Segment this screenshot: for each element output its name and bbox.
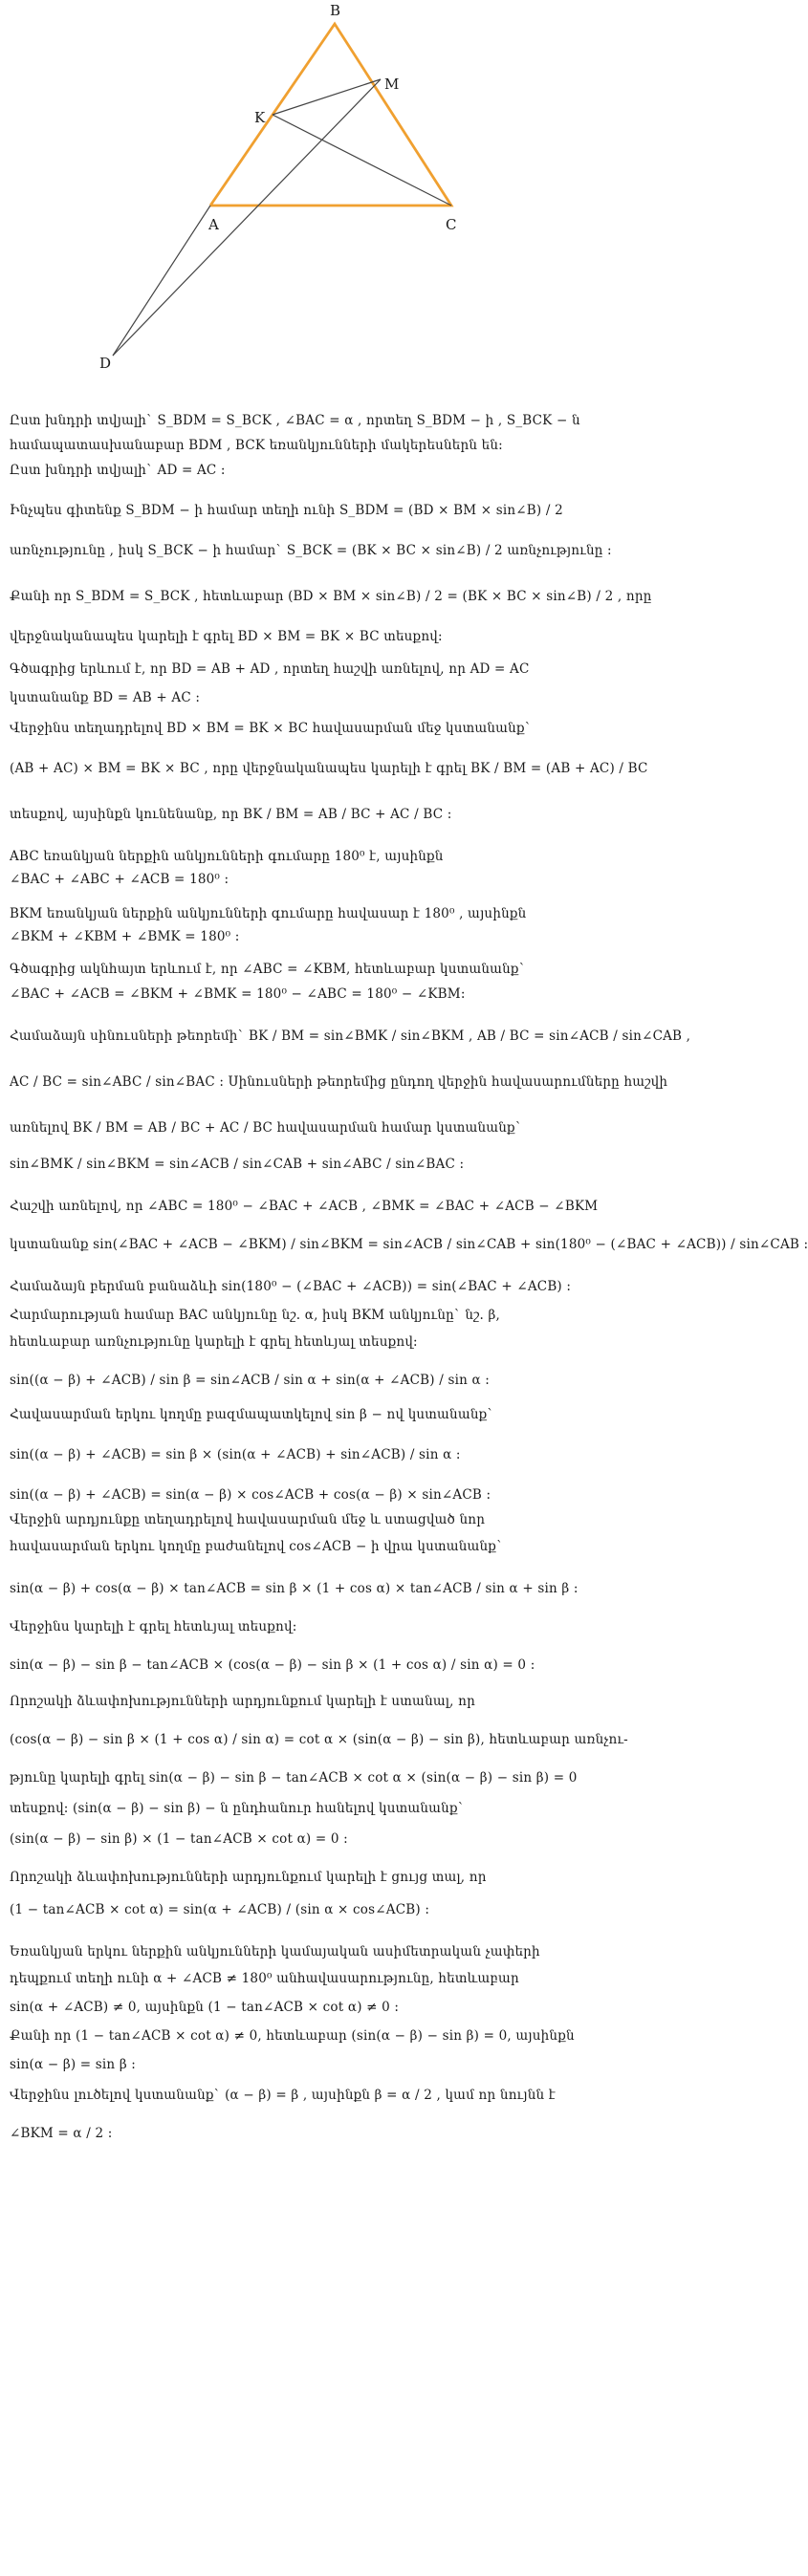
solution-line: Հաշվի առնելով, որ ∠ABC = 180⁰ − ∠BAC + ∠ACB , ∠BMK = ∠BAC + ∠ACB − ∠BKM	[10, 1199, 599, 1214]
solution-line: Քանի որ S_BDM = S_BCK , հետևաբար (BD × BM × sin∠B) / 2 = (BK × BC × sin∠B) / 2 , որը	[10, 589, 652, 604]
solution-line: Ըստ խնդրի տվյալի` AD = AC :	[10, 463, 226, 478]
solution-line: ∠BKM + ∠KBM + ∠BMK = 180⁰ :	[10, 929, 240, 944]
solution-line: հավասարման երկու կողմը բաժանելով cos∠ACB − ի վրա կստանանք`	[10, 1539, 504, 1554]
solution-line: sin((α − β) + ∠ACB) / sin β = sin∠ACB / sin α + sin(α + ∠ACB) / sin α :	[10, 1373, 491, 1388]
solution-line: ∠BAC + ∠ABC + ∠ACB = 180⁰ :	[10, 872, 229, 887]
solution-line: (AB + AC) × BM = BK × BC , որը վերջնականապես կարելի է գրել BK / BM = (AB + AC) / BC	[10, 761, 648, 776]
solution-line: sin∠BMK / sin∠BKM = sin∠ACB / sin∠CAB + sin∠ABC / sin∠BAC :	[10, 1157, 465, 1172]
solution-line: Վերջինս կարելի է գրել հետևյալ տեսքով:	[10, 1619, 297, 1634]
solution-line: (1 − tan∠ACB × cot α) = sin(α + ∠ACB) / (sin α × cos∠ACB) :	[10, 1902, 430, 1917]
solution-line: տեսքով, այսինքն կունենանք, որ BK / BM = AB / BC + AC / BC :	[10, 807, 452, 822]
solution-line: Հավասարման երկու կողմը բազմապատկելով sin β − ով կստանանք`	[10, 1407, 494, 1422]
segment-km	[273, 79, 381, 115]
solution-line: sin(α − β) + cos(α − β) × tan∠ACB = sin β × (1 + cos α) × tan∠ACB / sin α + sin β :	[10, 1581, 579, 1596]
segment-dm	[113, 79, 381, 356]
solution-line: ABC եռանկյան ներքին անկյունների գումարը 180⁰ է, այսինքն	[10, 849, 444, 864]
solution-line: թյունը կարելի գրել sin(α − β) − sin β − tan∠ACB × cot α × (sin(α − β) − sin β) = 0	[10, 1770, 578, 1786]
solution-line: sin(α − β) − sin β − tan∠ACB × (cos(α − β) − sin β × (1 + cos α) / sin α) = 0 :	[10, 1657, 535, 1673]
solution-line: Ինչպես գիտենք S_BDM − ի համար տեղի ունի S_BDM = (BD × BM × sin∠B) / 2	[10, 503, 563, 518]
solution-line: Վերջինս տեղադրելով BD × BM = BK × BC հավասարման մեջ կստանանք`	[10, 721, 532, 736]
point-label-b: B	[330, 2, 341, 19]
solution-line: Հարմարության համար BAC անկյունը նշ. α, իսկ BKM անկյունը` նշ. β,	[10, 1308, 501, 1323]
solution-line: (cos(α − β) − sin β × (1 + cos α) / sin α) = cot α × (sin(α − β) − sin β), հետևաբար առնչու-	[10, 1732, 628, 1747]
segment-da	[113, 206, 210, 356]
solution-line: sin((α − β) + ∠ACB) = sin(α − β) × cos∠ACB + cos(α − β) × sin∠ACB :	[10, 1487, 491, 1503]
solution-line: Գծագրից ակնհայտ երևում է, որ ∠ABC = ∠KBM, հետևաբար կստանանք`	[10, 962, 526, 977]
solution-line: (sin(α − β) − sin β) × (1 − tan∠ACB × cot α) = 0 :	[10, 1831, 348, 1847]
solution-line: Որոշակի ձևափոխությունների արդյունքում կարելի է ցույց տալ, որ	[10, 1870, 487, 1885]
point-label-m: M	[384, 76, 400, 93]
segment-kc	[273, 115, 451, 206]
solution-line: Համաձայն սինուսների թեորեմի` BK / BM = sin∠BMK / sin∠BKM , AB / BC = sin∠ACB / sin∠CAB ,	[10, 1028, 691, 1044]
solution-line: հետևաբար առնչությունը կարելի է գրել հետևյալ տեսքով:	[10, 1334, 418, 1350]
solution-line: Վերջին արդյունքը տեղադրելով հավասարման մեջ և ստացված նոր	[10, 1512, 486, 1527]
solution-line: Վերջինս լուծելով կստանանք` (α − β) = β , այսինքն β = α / 2 , կամ որ նույնն է	[10, 2088, 556, 2103]
point-label-k: K	[254, 109, 266, 126]
point-label-d: D	[99, 355, 112, 372]
solution-line: առնելով BK / BM = AB / BC + AC / BC հավասարման համար կստանանք`	[10, 1120, 522, 1136]
solution-line: համապատասխանաբար BDM , BCK եռանկյունների մակերեսներն են:	[10, 438, 503, 453]
solution-line: AC / BC = sin∠ABC / sin∠BAC : Սինուսների թեորեմից ընդող վերջին հավասարումները հաշվի	[10, 1074, 668, 1090]
solution-line: կստանանք BD = AB + AC :	[10, 690, 201, 705]
solution-line: sin(α − β) = sin β :	[10, 2057, 137, 2072]
solution-line: տեսքով: (sin(α − β) − sin β) − ն ընդհանուր հանելով կստանանք`	[10, 1801, 465, 1816]
solution-line: Ըստ խնդրի տվյալի` S_BDM = S_BCK , ∠BAC = α , որտեղ S_BDM − ի , S_BCK − ն	[10, 413, 580, 428]
solution-line: Եռանկյան երկու ներքին անկյունների կամայական ասիմետրական չափերի	[10, 1944, 540, 1959]
point-label-c: C	[446, 216, 457, 233]
solution-line: Համաձայն բերման բանաձևի sin(180⁰ − (∠BAC + ∠ACB)) = sin(∠BAC + ∠ACB) :	[10, 1279, 572, 1294]
solution-line: վերջնականապես կարելի է գրել BD × BM = BK × BC տեսքով:	[10, 629, 443, 644]
solution-line: Որոշակի ձևափոխությունների արդյունքում կարելի է ստանալ, որ	[10, 1694, 476, 1709]
solution-line: Քանի որ (1 − tan∠ACB × cot α) ≠ 0, հետևաբար (sin(α − β) − sin β) = 0, այսինքն	[10, 2028, 575, 2044]
solution-line: Գծագրից երևում է, որ BD = AB + AD , որտեղ հաշվի առնելով, որ AD = AC	[10, 661, 530, 677]
solution-line: ∠BKM = α / 2 :	[10, 2126, 113, 2141]
geometry-figure	[0, 0, 676, 401]
solution-line: առնչությունը , իսկ S_BCK − ի համար` S_BCK = (BK × BC × sin∠B) / 2 առնչությունը :	[10, 543, 612, 558]
solution-line: կստանանք sin(∠BAC + ∠ACB − ∠BKM) / sin∠BKM = sin∠ACB / sin∠CAB + sin(180⁰ − (∠BAC + ∠ACB)) / sin∠CAB :	[10, 1237, 808, 1252]
solution-line: sin(α + ∠ACB) ≠ 0, այսինքն (1 − tan∠ACB × cot α) ≠ 0 :	[10, 2000, 400, 2015]
triangle-abc	[210, 24, 451, 206]
solution-line: ∠BAC + ∠ACB = ∠BKM + ∠BMK = 180⁰ − ∠ABC = 180⁰ − ∠KBM:	[10, 986, 466, 1002]
solution-line: դեպքում տեղի ունի α + ∠ACB ≠ 180⁰ անհավասարությունը, հետևաբար	[10, 1971, 519, 1986]
solution-line: sin((α − β) + ∠ACB) = sin β × (sin(α + ∠ACB) + sin∠ACB) / sin α :	[10, 1447, 461, 1462]
solution-line: BKM եռանկյան ներքին անկյունների գումարը հավասար է 180⁰ , այսինքն	[10, 906, 527, 921]
point-label-a: A	[208, 216, 219, 233]
